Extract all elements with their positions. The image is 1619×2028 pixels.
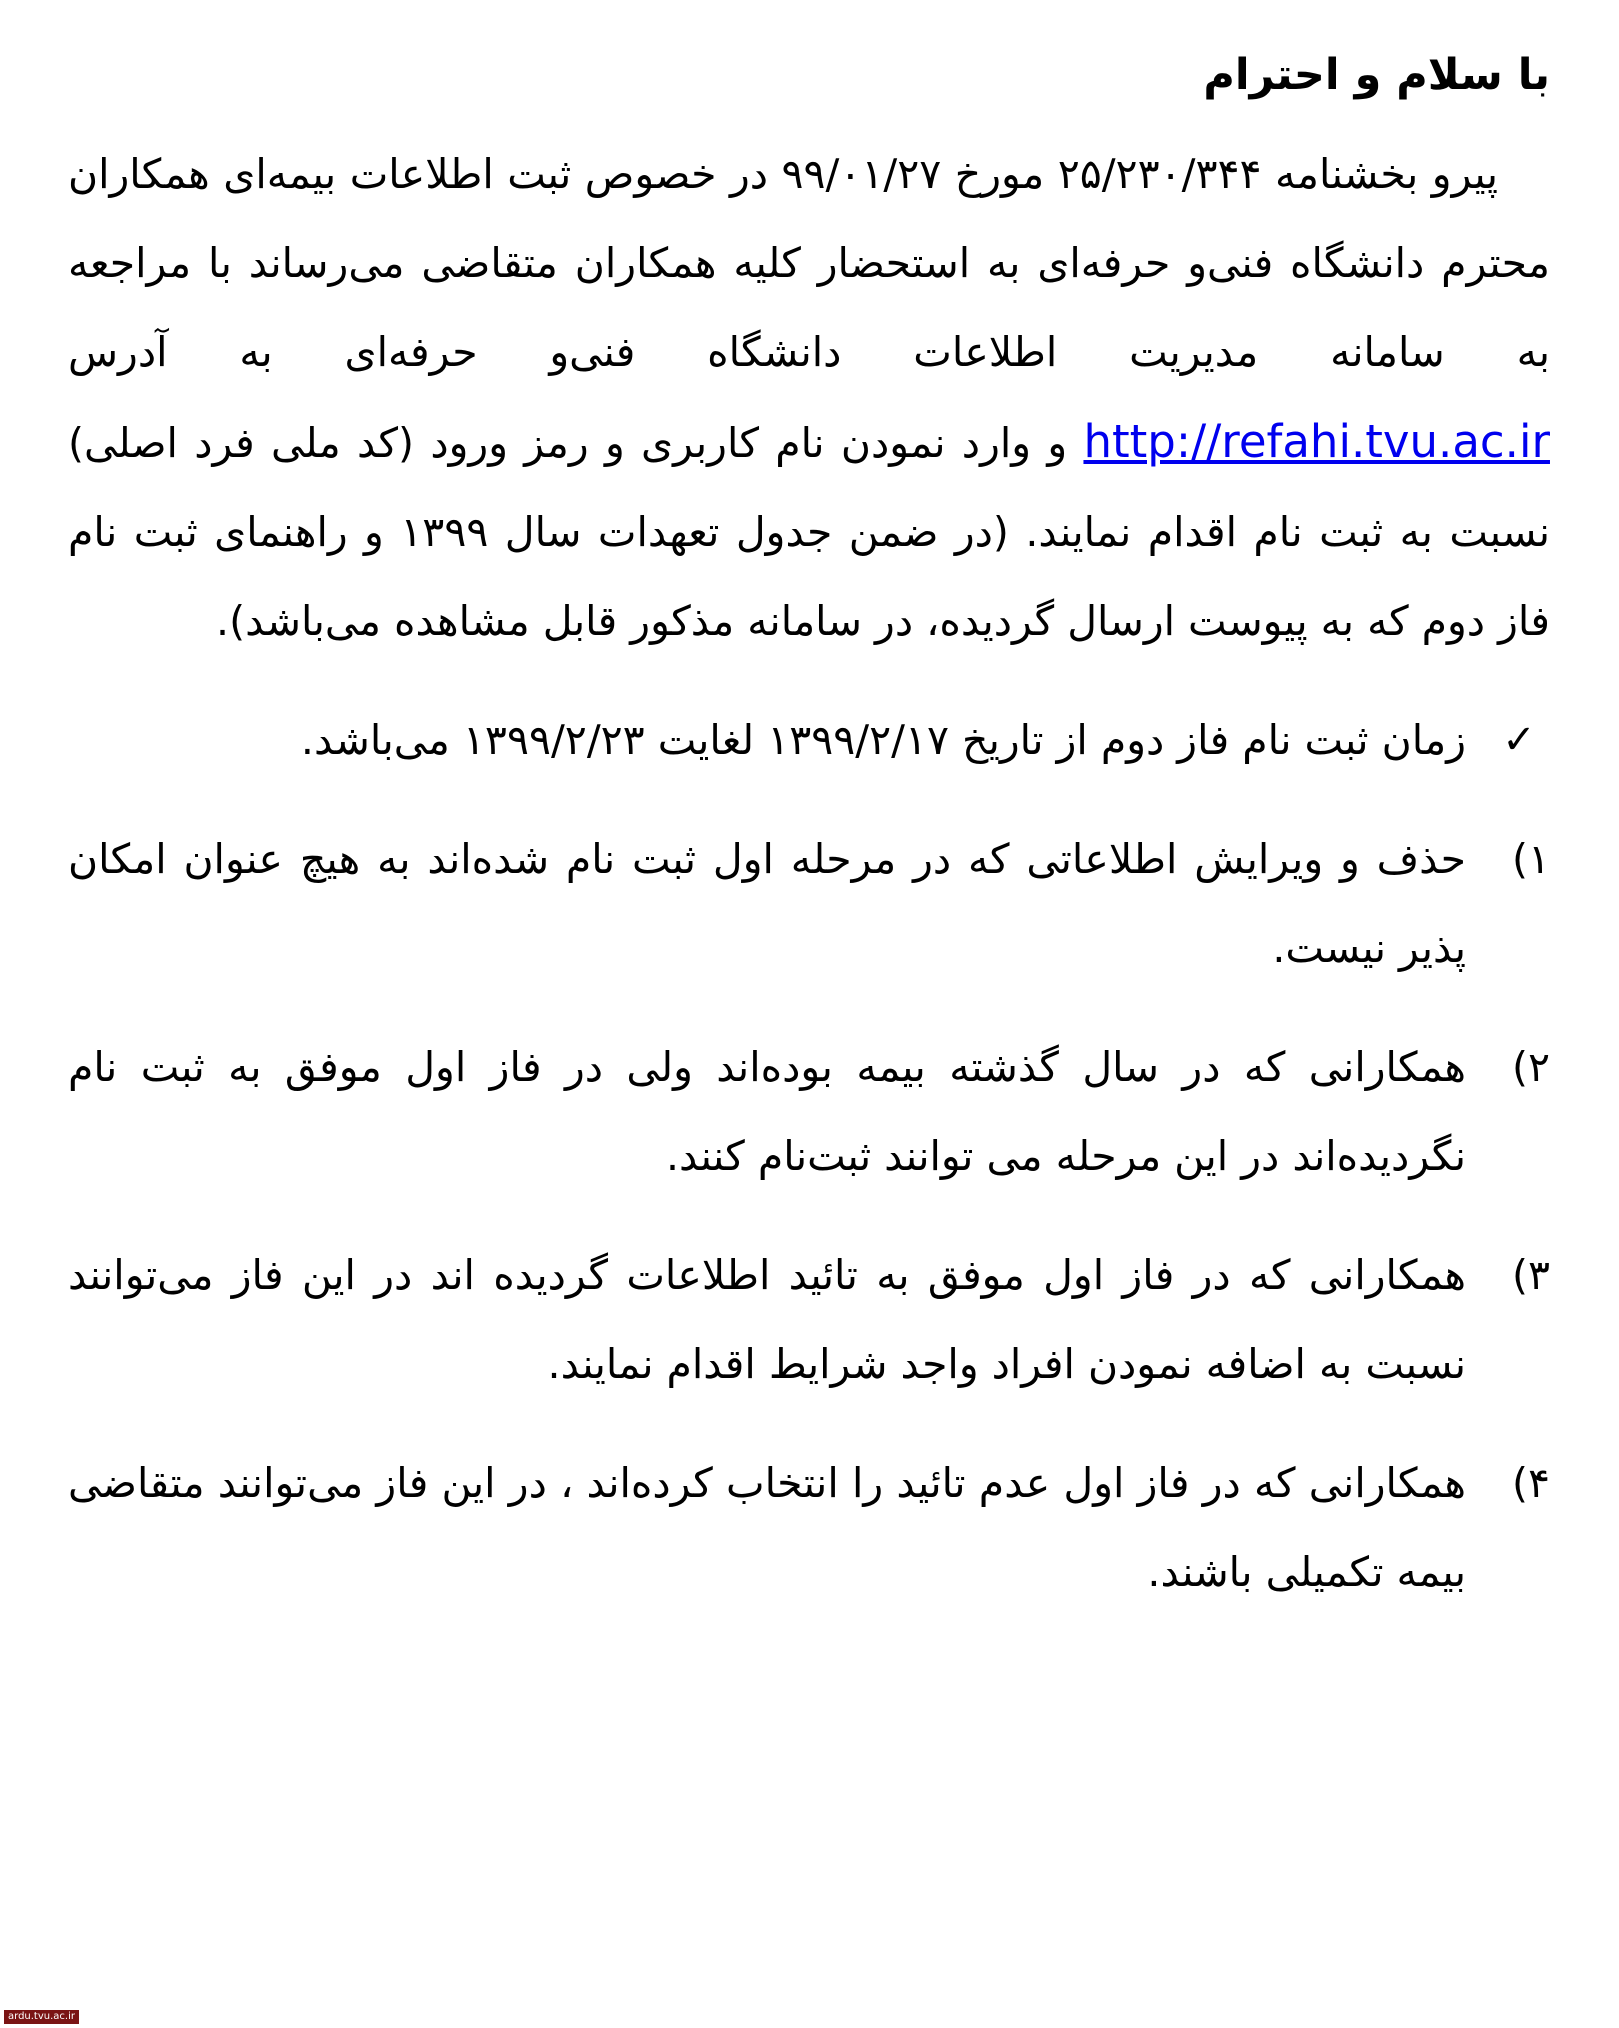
refahi-link[interactable]: http://refahi.tvu.ac.ir [1083, 415, 1550, 468]
site-watermark: ardu.tvu.ac.ir [4, 2010, 79, 2024]
list-item [68, 815, 1550, 993]
list-item [68, 1439, 1550, 1617]
check-item-text: زمان ثبت نام فاز دوم از تاریخ ۱۳۹۹/۲/۱۷ لغایت ۱۳۹۹/۲/۲۳ می‌باشد. [300, 716, 1466, 764]
list-item-number: ۳) [1511, 1251, 1550, 1299]
list-item-number: ۴) [1511, 1459, 1550, 1507]
intro-text-before-link: پیرو بخشنامه ۲۵/۲۳۰/۳۴۴ مورخ ۹۹/۰۱/۲۷ در خصوص ثبت اطلاعات بیمه‌ای همکاران محترم دانشگاه فنی‌و حرفه‌ای به استحضار کلیه همکاران متقاضی می‌رساند با مراجعه به سامانه مدیریت اطلاعات دانشگاه فنی‌و حرفه‌ای به آدرس [68, 150, 1550, 376]
list-item-text: همکارانی که در فاز اول عدم تائید را انتخاب کرده‌اند ، در این فاز می‌توانند متقاضی بیمه تکمیلی باشند. [68, 1459, 1466, 1596]
list-item [68, 1231, 1550, 1409]
list-item-number: ۲) [1511, 1043, 1550, 1091]
list-item-text: همکارانی که در سال گذشته بیمه بوده‌اند ولی در فاز اول موفق به ثبت نام نگردیده‌اند در این مرحله می توانند ثبت‌نام کنند. [68, 1043, 1466, 1180]
intro-text-after-link: و وارد نمودن نام کاربری و رمز ورود (کد ملی فرد اصلی) نسبت به ثبت نام اقدام نمایند. (در ضمن جدول تعهدات سال ۱۳۹۹ و راهنمای ثبت نام فاز دوم که به پیوست ارسال گردیده، در سامانه مذکور قابل مشاهده می‌باشد). [68, 419, 1551, 645]
list-item-text: حذف و ویرایش اطلاعاتی که در مرحله اول ثبت نام شده‌اند به هیچ عنوان امکان پذیر نیست. [68, 835, 1466, 972]
list-item [68, 1023, 1550, 1201]
letter-body [68, 40, 1550, 1617]
list-item-text: همکارانی که در فاز اول موفق به تائید اطلاعات گردیده اند در این فاز می‌توانند نسبت به اضافه نمودن افراد واجد شرایط اقدام نمایند. [68, 1251, 1466, 1388]
check-item [68, 696, 1550, 785]
check-mark-icon: ✓ [1502, 717, 1536, 763]
greeting: با سلام و احترام [1203, 50, 1550, 100]
intro-paragraph [68, 130, 1550, 666]
list-item-number: ۱) [1511, 835, 1550, 883]
